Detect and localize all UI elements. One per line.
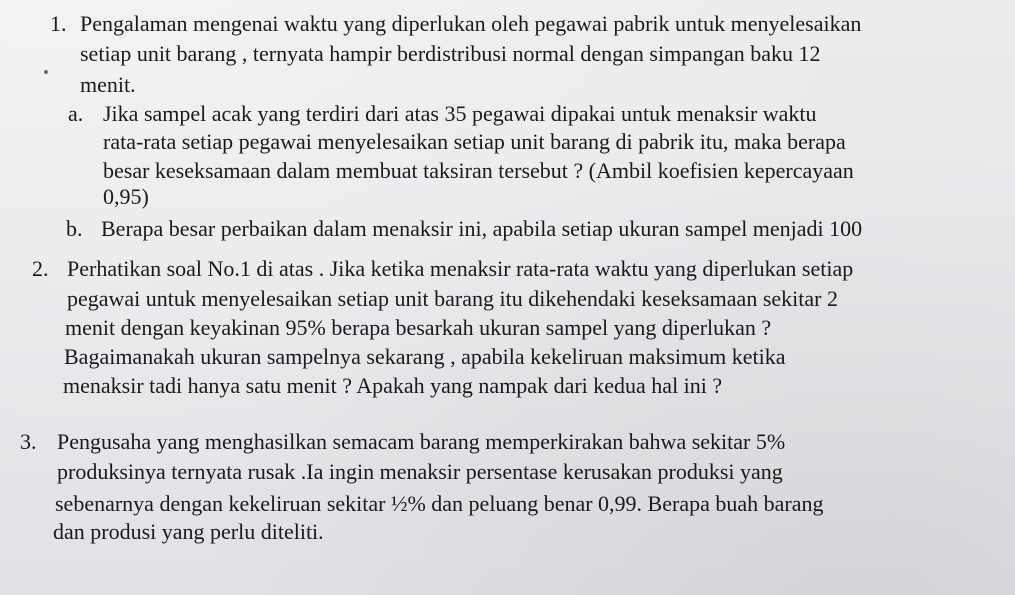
- q1-line-1: Pengalaman mengenai waktu yang diperlukan oleh pegawai pabrik untuk menyelesaikan: [80, 11, 862, 36]
- q1-line-2: setiap unit barang , ternyata hampir berdistribusi normal dengan simpangan baku 12: [80, 41, 821, 66]
- q3-line-4: dan produsi yang perlu diteliti.: [53, 519, 324, 544]
- q3-number: 3.: [20, 429, 37, 454]
- q2-line-3: menit dengan keyakinan 95% berapa besarkah ukuran sampel yang diperlukan ?: [65, 315, 772, 340]
- q1b-label: b.: [66, 216, 83, 241]
- q3-line-1: Pengusaha yang menghasilkan semacam barang memperkirakan bahwa sekitar 5%: [57, 429, 786, 454]
- q1-line-3: menit.: [80, 72, 136, 97]
- q1a-line-3: besar keseksamaan dalam membuat taksiran tersebut ? (Ambil koefisien kepercayaan: [103, 158, 854, 183]
- q1-number: 1.: [50, 11, 67, 36]
- q2-line-1: Perhatikan soal No.1 di atas . Jika ketika menaksir rata-rata waktu yang diperlukan setiap: [67, 256, 854, 281]
- q2-line-4: Bagaimanakah ukuran sampelnya sekarang , apabila kekeliruan maksimum ketika: [64, 344, 786, 369]
- q1a-line-1: Jika sampel acak yang terdiri dari atas 35 pegawai dipakai untuk menaksir waktu: [103, 101, 817, 126]
- margin-dot: [44, 70, 48, 74]
- q3-line-3: sebenarnya dengan kekeliruan sekitar ½% dan peluang benar 0,99. Berapa buah barang: [55, 491, 824, 516]
- q2-line-5: menaksir tadi hanya satu menit ? Apakah yang nampak dari kedua hal ini ?: [63, 373, 723, 398]
- q3-line-2: produksinya ternyata rusak .Ia ingin menaksir persentase kerusakan produksi yang: [57, 459, 783, 484]
- q1a-line-2: rata-rata setiap pegawai menyelesaikan setiap unit barang di pabrik itu, maka berapa: [103, 129, 846, 154]
- q2-number: 2.: [32, 256, 49, 281]
- q1b-line-1: Berapa besar perbaikan dalam menaksir ini, apabila setiap ukuran sampel menjadi 100: [101, 216, 863, 241]
- q1a-line-4: 0,95): [103, 184, 149, 209]
- q2-line-2: pegawai untuk menyelesaikan setiap unit barang itu dikehendaki keseksamaan sekitar 2: [67, 286, 838, 311]
- q1a-label: a.: [68, 101, 84, 126]
